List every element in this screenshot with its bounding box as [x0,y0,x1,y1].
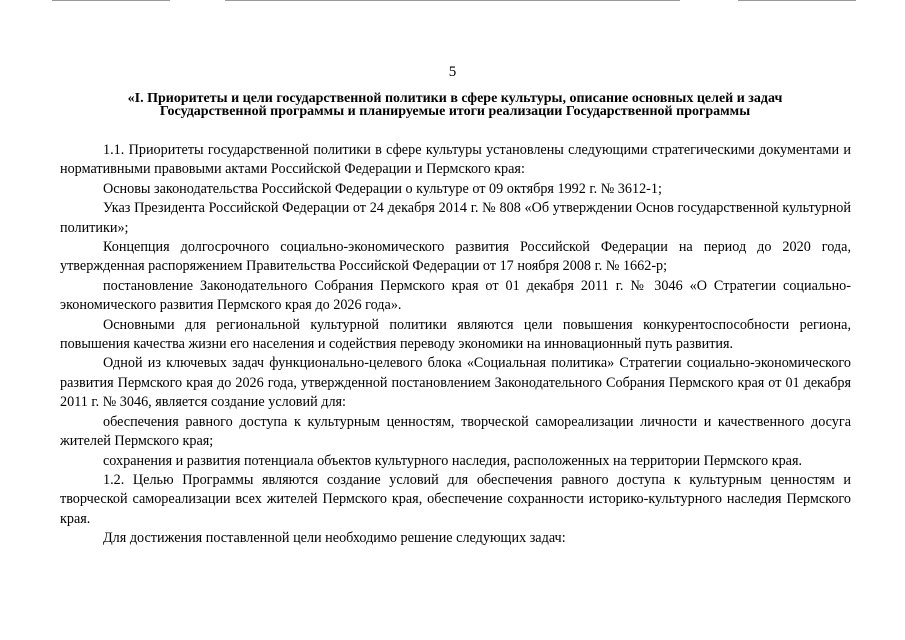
paragraph-development-concept: Концепция долгосрочного социально-экономического развития Российской Федерации на период до 2020 года, утвержденная распоряжением Правительства Российской Федерации от 17 ноября 2008 г. № 1662-р; [60,239,851,275]
paragraph-culture-law: Основы законодательства Российской Федерации о культуре от 09 октября 1992 г. № 3612-1; [103,180,662,197]
top-edge-rule-right [738,0,856,1]
paragraph-regional-strategy: постановление Законодательного Собрания Пермского края от 01 декабря 2011 г. № 3046 «О Стратегии социально-экономического развития Пермского края до 2026 года». [60,277,851,314]
top-edge-rule-left [52,0,170,1]
page-number: 5 [448,64,457,80]
paragraph-regional-goals: Основными для региональной культурной политики являются цели повышения конкурентоспособности региона, повышения качества жизни его населения и содействия переводу экономики на инновационный путь развития. [60,316,851,353]
section-heading [60,92,850,118]
paragraph-presidential-decree: Указ Президента Российской Федерации от 24 декабря 2014 г. № 808 «Об утверждении Основ государственной культурной политики»; [60,200,851,236]
section-heading-line-2: Государственной программы и планируемые итоги реализации Государственной программы [159,104,751,119]
paragraph-equal-access: обеспечения равного доступа к культурным ценностям, творческой самореализации личности и качественного досуга жителей Пермского края; [60,413,851,450]
section-heading-line-1: «I. Приоритеты и цели государственной политики в сфере культуры, описание основных целей и задач [127,91,783,106]
paragraph-priorities-intro: 1.1. Приоритеты государственной политики в сфере культуры установлены следующими стратегическими документами и нормативными правовыми актами Российской Федерации и Пермского края: [60,142,851,178]
paragraph-heritage-preservation: сохранения и развития потенциала объектов культурного наследия, расположенных на территории Пермского края. [103,452,803,469]
paragraph-social-policy-task: Одной из ключевых задач функционально-целевого блока «Социальная политика» Стратегии социально-экономического развития Пермского края до 2026 года, утвержденной постановлением Законодательного Собрания Пермского края от 01 декабря 2011 г. № 3046, является создание условий для: [60,355,851,411]
document-body [60,141,851,549]
paragraph-program-goal: 1.2. Целью Программы являются создание условий для обеспечения равного доступа к культурным ценностям и творческой самореализации всех жителей Пермского края, обеспечение сохранности историко-культурного наследия Пермского края. [60,471,851,527]
top-edge-rule-center [225,0,680,1]
paragraph-tasks-intro: Для достижения поставленной цели необходимо решение следующих задач: [103,530,566,547]
